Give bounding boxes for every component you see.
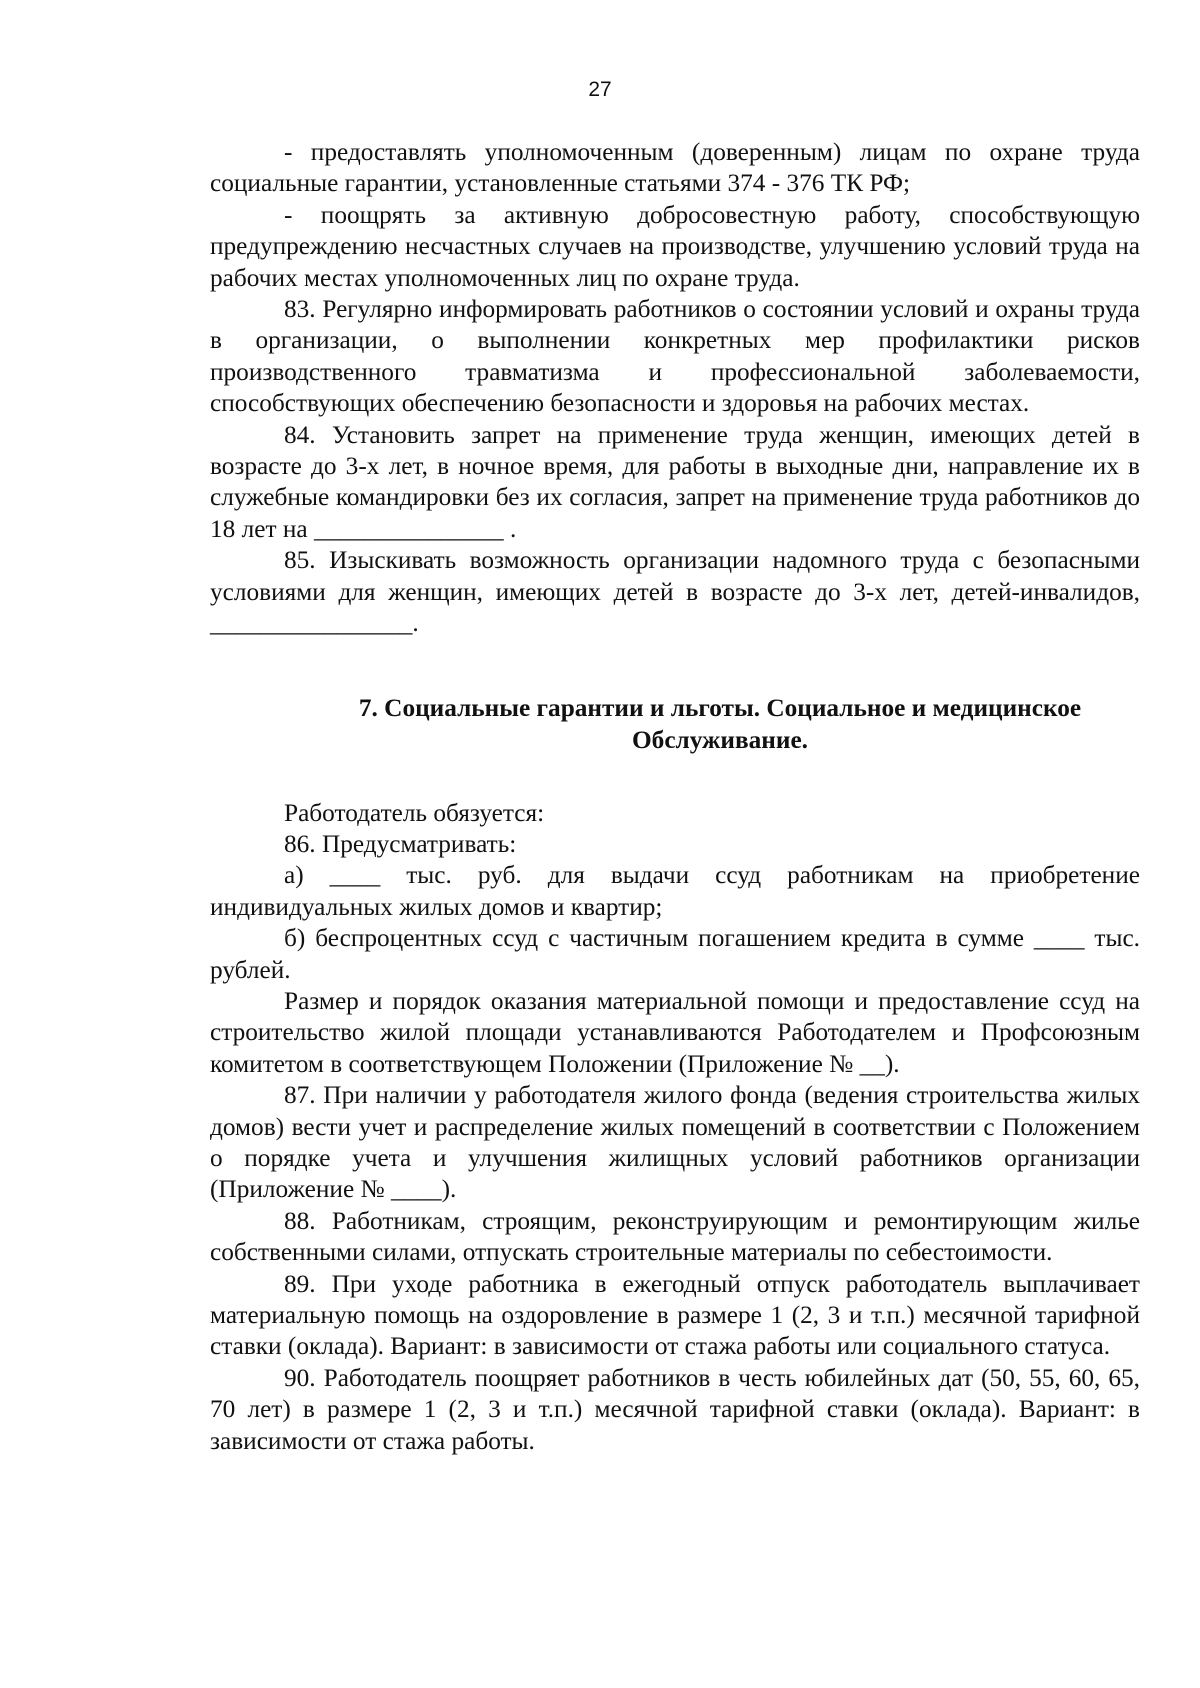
paragraph-84: 84. Установить запрет на применение труда женщин, имеющих детей в возрасте до 3-х лет, в ночное время, для работы в выходные дни, направление их в служебные командировки без их согласия, запрет на применение труда работников до 18 лет на _______________ . — [210, 420, 1140, 543]
paragraph-guarantees: - предоставлять уполномоченным (доверенным) лицам по охране труда социальные гарантии, установленные статьями 374 - 376 ТК РФ; — [210, 138, 1140, 198]
page-number: 27 — [588, 78, 612, 101]
paragraph-90: 90. Работодатель поощряет работников в честь юбилейных дат (50, 55, 60, 65, 70 лет) в размере 1 (2, 3 и т.п.) месячной тарифной ставки (оклада). Вариант: в зависимости от стажа работы. — [210, 1363, 1140, 1455]
document-body — [210, 137, 1140, 1457]
paragraph-86b: б) беспроцентных ссуд с частичным погашением кредита в сумме ____ тыс. рублей. — [210, 924, 1140, 984]
paragraph-85: 85. Изыскивать возможность организации надомного труда с безопасными условиями для женщин, имеющих детей в возрасте до 3-х лет, детей-инвалидов, ________________. — [210, 546, 1140, 638]
paragraph-88: 88. Работникам, строящим, реконструирующим и ремонтирующим жилье собственными силами, отпускать строительные материалы по себестоимости. — [210, 1206, 1140, 1267]
paragraph-89: 89. При уходе работника в ежегодный отпуск работодатель выплачивает материальную помощь на оздоровление в размере 1 (2, 3 и т.п.) месячной тарифной ставки (оклада). Вариант: в зависимости от стажа работы или социального статуса. — [210, 1269, 1140, 1361]
paragraph-employer-obliges: Работодатель обязуется: — [284, 798, 545, 827]
paragraph-material-aid: Размер и порядок оказания материальной помощи и предоставление ссуд на строительство жилой площади устанавливаются Работодателем и Профсоюзным комитетом в соответствующем Положении (Приложение № __). — [210, 986, 1140, 1078]
paragraph-86: 86. Предусматривать: — [284, 829, 517, 858]
paragraph-83: 83. Регулярно информировать работников о состоянии условий и охраны труда в организации, о выполнении конкретных мер профилактики рисков производственного травматизма и профессиональной заболеваемости, способствующих обеспечению безопасности и здоровья на рабочих местах. — [210, 295, 1140, 418]
paragraph-86a: а) ____ тыс. руб. для выдачи ссуд работникам на приобретение индивидуальных жилых домов и квартир; — [210, 861, 1140, 921]
paragraph-87: 87. При наличии у работодателя жилого фонда (ведения строительства жилых домов) вести учет и распределение жилых помещений в соответствии с Положением о порядке учета и улучшения жилищных условий работников организации (Приложение № ____). — [210, 1081, 1140, 1204]
section-title: 7. Социальные гарантии и льготы. Социальное и медицинское Обслуживание. — [358, 693, 1082, 754]
paragraph-encourage: - поощрять за активную добросовестную работу, способствующую предупреждению несчастных случаев на производстве, улучшению условий труда на рабочих местах уполномоченных лиц по охране труда. — [210, 200, 1140, 292]
